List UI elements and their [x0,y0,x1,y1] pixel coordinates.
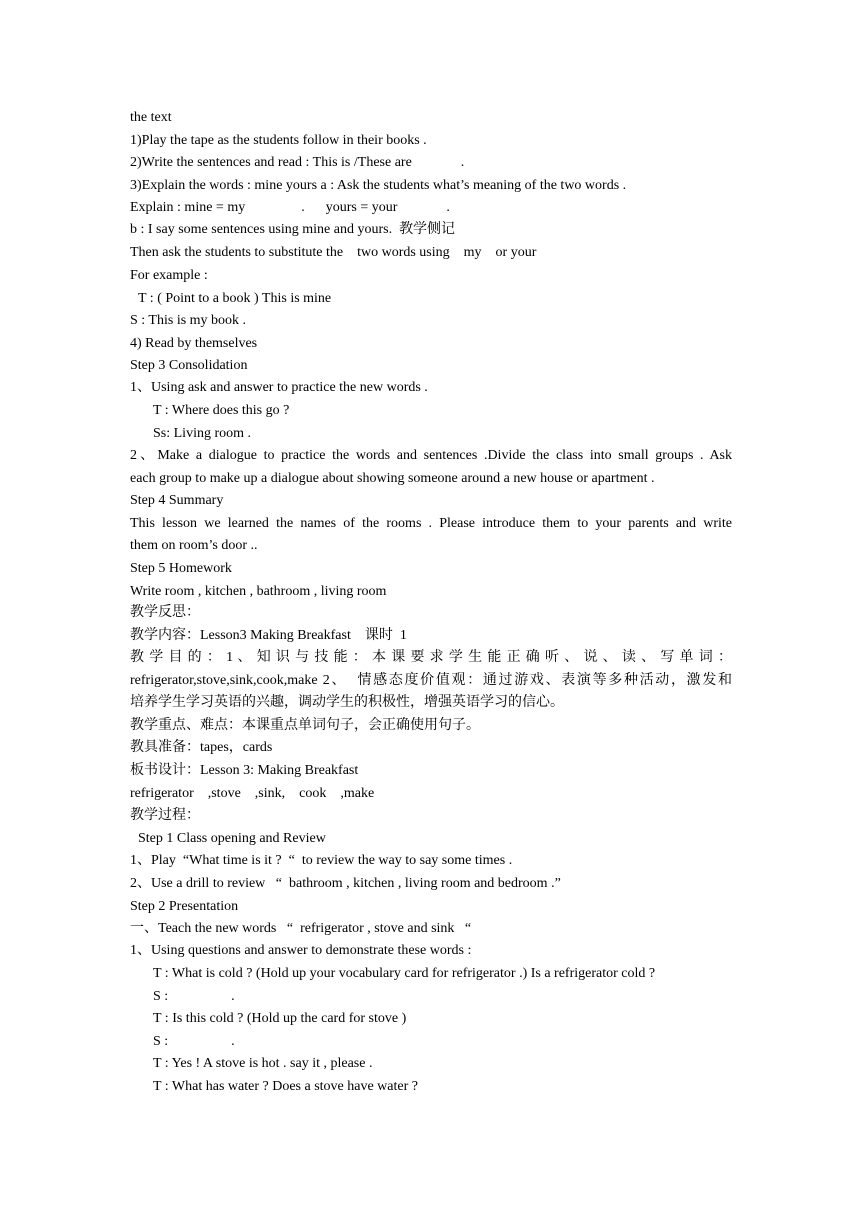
text-line: Ss: Living room . [153,426,252,441]
text-line: S : This is my book . [130,313,247,328]
text-line: T : Is this cold ? (Hold up the card for stove ) [153,1011,407,1026]
text-line: 教具准备：tapes，cards [130,740,273,755]
text-line: 板书设计：Lesson 3: Making Breakfast [130,763,359,778]
text-line: S : . [153,1034,235,1049]
text-line: the text [130,110,172,125]
text-line: Then ask the students to substitute the two words using my or your [130,245,537,260]
text-line: Write room , kitchen , bathroom , living room [130,584,387,599]
section-heading: Step 2 Presentation [130,899,239,914]
text-line: 2、Make a dialogue to practice the words and sentences .Divide the class into small groups . Ask [130,448,732,463]
text-line: 教学内容：Lesson3 Making Breakfast 课时 1 [130,628,407,643]
text-line: 教学反思： [130,605,200,620]
text-line: 2)Write the sentences and read : This is /These are . [130,155,465,170]
text-line: 2、Use a drill to review “ bathroom , kitchen , living room and bedroom .” [130,876,561,891]
section-heading: Step 4 Summary [130,493,224,508]
text-line: refrigerator,stove,sink,cook,make 2、 情感态度价值观：通过游戏、表演等多种活动，激发和 [130,673,732,688]
text-line: For example : [130,268,208,283]
section-heading: Step 5 Homework [130,561,232,576]
text-line: This lesson we learned the names of the rooms . Please introduce them to your parents and write [130,516,732,531]
text-line: 教学重点、难点：本课重点单词句子，会正确使用句子。 [130,718,480,733]
text-line: b : I say some sentences using mine and yours. 教学侧记 [130,222,456,237]
text-line: refrigerator ,stove ,sink, cook ,make [130,786,375,801]
text-line: 1、Using questions and answer to demonstrate these words : [130,943,472,958]
text-line: them on room’s door .. [130,538,258,553]
text-line: 教学过程： [130,808,200,823]
text-line: each group to make up a dialogue about showing someone around a new house or apartment . [130,471,655,486]
text-line: 4) Read by themselves [130,336,258,351]
text-line: T : Where does this go ? [153,403,290,418]
text-line: T : Yes ! A stove is hot . say it , please . [153,1056,373,1071]
text-line: S : . [153,989,235,1004]
text-line: T : ( Point to a book ) This is mine [138,291,332,306]
text-line: 3)Explain the words : mine yours a : Ask the students what’s meaning of the two words . [130,178,627,193]
text-line: 教 学 目 的 ： 1 、 知 识 与 技 能 ： 本 课 要 求 学 生 能 正 确 听 、 说 、 读 、 写 单 词 ： [130,650,732,665]
section-heading: Step 1 Class opening and Review [138,831,326,846]
text-line: 培养学生学习英语的兴趣，调动学生的积极性，增强英语学习的信心。 [130,695,564,710]
section-heading: Step 3 Consolidation [130,358,248,373]
text-line: T : What is cold ? (Hold up your vocabulary card for refrigerator .) Is a refrigerator cold ? [153,966,656,981]
text-line: 一、Teach the new words “ refrigerator , stove and sink “ [130,921,472,936]
text-line: 1、Using ask and answer to practice the new words . [130,380,428,395]
text-line: T : What has water ? Does a stove have water ? [153,1079,418,1094]
text-line: 1、Play “What time is it ? “ to review the way to say some times . [130,853,513,868]
text-line: Explain : mine = my . yours = your . [130,200,450,215]
text-line: 1)Play the tape as the students follow in their books . [130,133,427,148]
